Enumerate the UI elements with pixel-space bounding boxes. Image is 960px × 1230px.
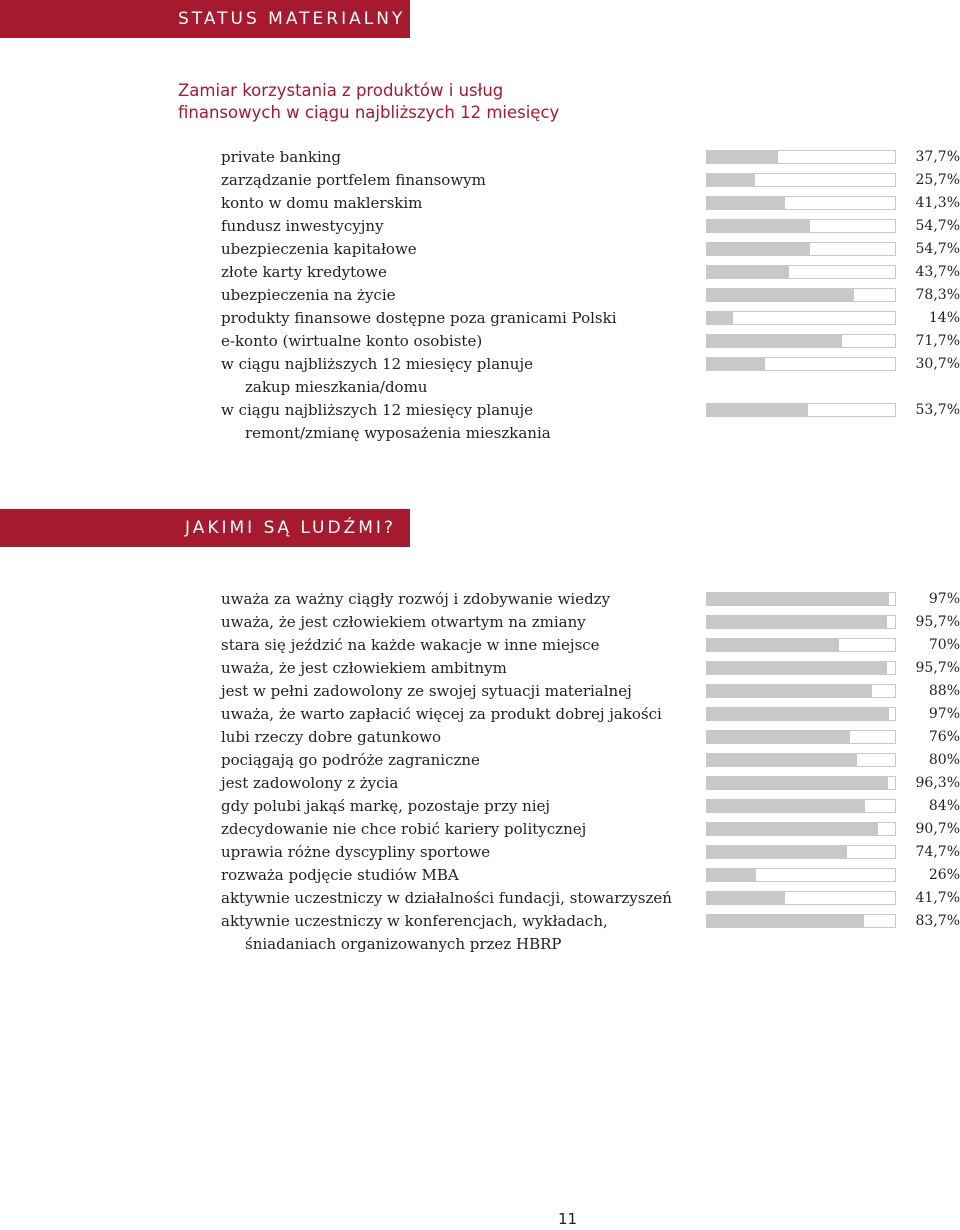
bar-row	[0, 588, 960, 611]
progress-bar-fill	[707, 151, 778, 163]
row-label: uważa, że jest człowiekiem otwartym na zmiany	[221, 613, 586, 631]
progress-bar	[706, 914, 896, 928]
progress-bar	[706, 638, 896, 652]
row-label: pociągają go podróże zagraniczne	[221, 751, 480, 769]
row-spacer	[0, 422, 960, 445]
progress-bar	[706, 891, 896, 905]
percent-value: 74,7%	[915, 844, 960, 860]
progress-bar	[706, 196, 896, 210]
progress-bar	[706, 334, 896, 348]
bar-row	[0, 399, 960, 442]
bar-row	[0, 841, 960, 864]
progress-bar	[706, 684, 896, 698]
percent-value: 78,3%	[915, 287, 960, 303]
percent-value: 54,7%	[915, 218, 960, 234]
products-bar-list	[0, 146, 960, 445]
row-spacer	[0, 376, 960, 399]
row-label: aktywnie uczestniczy w konferencjach, wykładach,	[221, 912, 608, 930]
section-banner-status	[0, 0, 410, 38]
percent-value: 43,7%	[915, 264, 960, 280]
row-label: zarządzanie portfelem finansowym	[221, 171, 486, 189]
progress-bar-fill	[707, 731, 850, 743]
row-label: fundusz inwestycyjny	[221, 217, 384, 235]
row-label: zdecydowanie nie chce robić kariery politycznej	[221, 820, 587, 838]
bar-row	[0, 795, 960, 818]
row-label: ubezpieczenia kapitałowe	[221, 240, 417, 258]
bar-row	[0, 818, 960, 841]
percent-value: 90,7%	[915, 821, 960, 837]
bar-row	[0, 887, 960, 910]
bar-row	[0, 169, 960, 192]
row-label: rozważa podjęcie studiów MBA	[221, 866, 459, 884]
row-label-continued: śniadaniach organizowanych przez HBRP	[245, 935, 562, 953]
row-label: uprawia różne dyscypliny sportowe	[221, 843, 491, 861]
progress-bar-fill	[707, 777, 888, 789]
percent-value: 80%	[928, 752, 960, 768]
progress-bar	[706, 311, 896, 325]
progress-bar-fill	[707, 800, 865, 812]
progress-bar	[706, 707, 896, 721]
page-number: 11	[557, 1210, 578, 1228]
progress-bar	[706, 661, 896, 675]
progress-bar-fill	[707, 616, 887, 628]
percent-value: 96,3%	[915, 775, 960, 791]
row-label: produkty finansowe dostępne poza granicami Polski	[221, 309, 617, 327]
row-label: jest w pełni zadowolony ze swojej sytuacji materialnej	[221, 682, 632, 700]
progress-bar	[706, 776, 896, 790]
progress-bar-fill	[707, 869, 756, 881]
bar-row	[0, 307, 960, 330]
percent-value: 71,7%	[915, 333, 960, 349]
bar-row	[0, 238, 960, 261]
bar-row	[0, 634, 960, 657]
row-label: gdy polubi jakąś markę, pozostaje przy niej	[221, 797, 551, 815]
row-label: uważa za ważny ciągły rozwój i zdobywanie wiedzy	[221, 590, 611, 608]
progress-bar-fill	[707, 174, 755, 186]
percent-value: 88%	[928, 683, 960, 699]
progress-bar-fill	[707, 197, 785, 209]
progress-bar	[706, 868, 896, 882]
row-label: aktywnie uczestniczy w działalności fundacji, stowarzyszeń	[221, 889, 672, 907]
row-spacer	[0, 933, 960, 956]
bar-row	[0, 772, 960, 795]
percent-value: 70%	[928, 637, 960, 653]
percent-value: 26%	[928, 867, 960, 883]
percent-value: 37,7%	[915, 149, 960, 165]
row-label-continued: zakup mieszkania/domu	[245, 378, 428, 396]
progress-bar-fill	[707, 685, 872, 697]
traits-bar-list	[0, 588, 960, 956]
percent-value: 84%	[928, 798, 960, 814]
row-label-continued: remont/zmianę wyposażenia mieszkania	[245, 424, 551, 442]
percent-value: 25,7%	[915, 172, 960, 188]
bar-row	[0, 611, 960, 634]
row-label: konto w domu maklerskim	[221, 194, 423, 212]
bar-row	[0, 215, 960, 238]
progress-bar	[706, 219, 896, 233]
bar-row	[0, 353, 960, 396]
progress-bar	[706, 845, 896, 859]
bar-row	[0, 192, 960, 215]
bar-row	[0, 910, 960, 953]
percent-value: 97%	[928, 706, 960, 722]
progress-bar	[706, 173, 896, 187]
percent-value: 95,7%	[915, 660, 960, 676]
progress-bar	[706, 265, 896, 279]
row-label: ubezpieczenia na życie	[221, 286, 396, 304]
subtitle-line-1: Zamiar korzystania z produktów i usług	[178, 81, 504, 100]
progress-bar-fill	[707, 312, 733, 324]
percent-value: 41,7%	[915, 890, 960, 906]
row-label: w ciągu najbliższych 12 miesięcy planuje	[221, 355, 533, 373]
row-label: w ciągu najbliższych 12 miesięcy planuje	[221, 401, 533, 419]
row-label: stara się jeździć na każde wakacje w inne miejsce	[221, 636, 600, 654]
progress-bar	[706, 615, 896, 629]
section-banner-title: JAKIMI SĄ LUDŹMI?	[185, 518, 396, 538]
bar-row	[0, 726, 960, 749]
progress-bar-fill	[707, 754, 857, 766]
progress-bar-fill	[707, 846, 847, 858]
progress-bar-fill	[707, 639, 839, 651]
progress-bar	[706, 357, 896, 371]
bar-row	[0, 330, 960, 353]
progress-bar	[706, 822, 896, 836]
progress-bar	[706, 730, 896, 744]
progress-bar	[706, 592, 896, 606]
progress-bar-fill	[707, 404, 808, 416]
section-banner-people	[0, 509, 410, 547]
progress-bar-fill	[707, 358, 765, 370]
bar-row	[0, 657, 960, 680]
progress-bar	[706, 403, 896, 417]
bar-row	[0, 749, 960, 772]
bar-row	[0, 284, 960, 307]
section-subtitle	[178, 80, 559, 124]
progress-bar-fill	[707, 892, 785, 904]
progress-bar-fill	[707, 593, 889, 605]
percent-value: 97%	[928, 591, 960, 607]
progress-bar	[706, 288, 896, 302]
progress-bar	[706, 150, 896, 164]
bar-row	[0, 864, 960, 887]
percent-value: 83,7%	[915, 913, 960, 929]
bar-row	[0, 261, 960, 284]
row-label: uważa, że warto zapłacić więcej za produkt dobrej jakości	[221, 705, 662, 723]
percent-value: 53,7%	[915, 402, 960, 418]
percent-value: 41,3%	[915, 195, 960, 211]
progress-bar-fill	[707, 708, 889, 720]
row-label: złote karty kredytowe	[221, 263, 387, 281]
row-label: e-konto (wirtualne konto osobiste)	[221, 332, 483, 350]
percent-value: 30,7%	[915, 356, 960, 372]
bar-row	[0, 680, 960, 703]
row-label: lubi rzeczy dobre gatunkowo	[221, 728, 442, 746]
percent-value: 95,7%	[915, 614, 960, 630]
progress-bar-fill	[707, 823, 878, 835]
section-banner-title: STATUS MATERIALNY	[178, 9, 406, 29]
row-label: uważa, że jest człowiekiem ambitnym	[221, 659, 507, 677]
percent-value: 76%	[928, 729, 960, 745]
subtitle-line-2: finansowych w ciągu najbliższych 12 miesięcy	[178, 103, 560, 122]
progress-bar	[706, 242, 896, 256]
progress-bar-fill	[707, 243, 810, 255]
percent-value: 14%	[928, 310, 960, 326]
bar-row	[0, 703, 960, 726]
progress-bar-fill	[707, 220, 810, 232]
row-label: jest zadowolony z życia	[221, 774, 399, 792]
bar-row	[0, 146, 960, 169]
progress-bar-fill	[707, 289, 854, 301]
progress-bar	[706, 799, 896, 813]
progress-bar-fill	[707, 662, 887, 674]
row-label: private banking	[221, 148, 342, 166]
progress-bar	[706, 753, 896, 767]
progress-bar-fill	[707, 335, 842, 347]
percent-value: 54,7%	[915, 241, 960, 257]
progress-bar-fill	[707, 915, 864, 927]
progress-bar-fill	[707, 266, 789, 278]
